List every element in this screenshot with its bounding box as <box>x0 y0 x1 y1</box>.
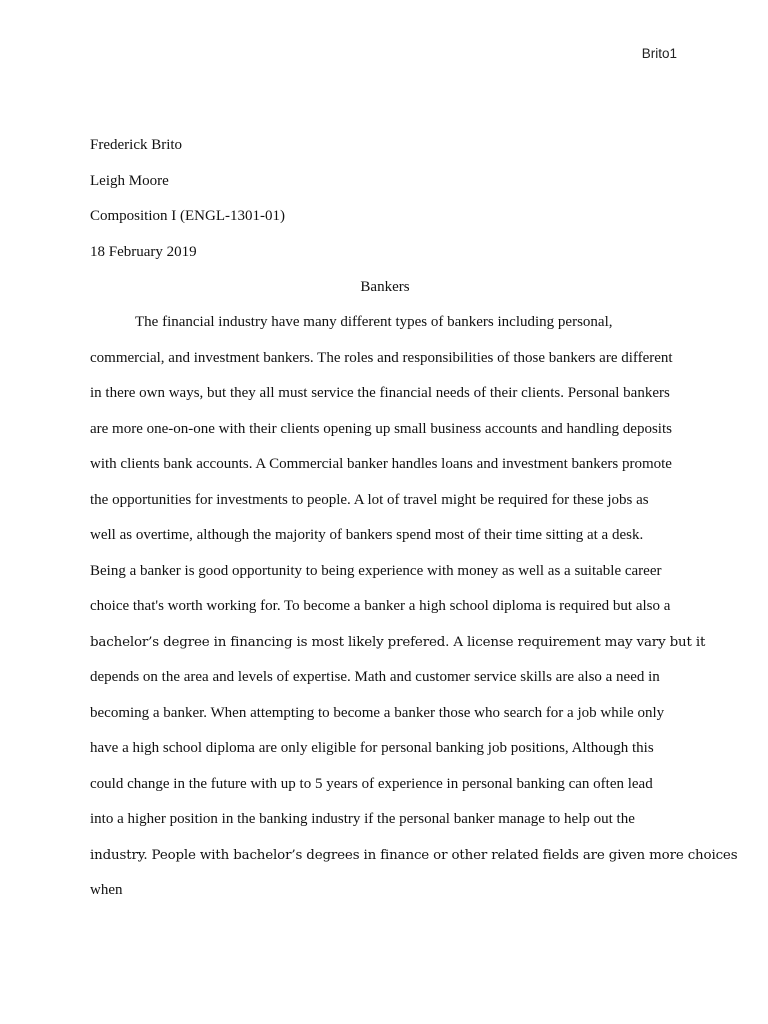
body-line: with clients bank accounts. A Commercial banker handles loans and investment bankers promote <box>90 456 672 472</box>
essay-title: Bankers <box>360 279 410 295</box>
body-line: choice that's worth working for. To become a banker a high school diploma is required but also a <box>90 598 671 614</box>
body-line: in there own ways, but they all must service the financial needs of their clients. Personal bankers <box>90 385 670 401</box>
instructor-name: Leigh Moore <box>90 172 169 189</box>
body-line: The financial industry have many different types of bankers including personal, <box>135 314 613 330</box>
essay-heading <box>90 128 680 306</box>
course-name: Composition I (ENGL-1301-01) <box>90 208 285 224</box>
body-line: depends on the area and levels of expertise. Math and customer service skills are also a need in <box>90 669 660 685</box>
running-header-page-number: Brito1 <box>641 46 677 61</box>
body-line: industry. People with bachelor’s degrees in finance or other related fields are given more choices <box>90 847 738 863</box>
body-line: the opportunities for investments to people. A lot of travel might be required for these jobs as <box>90 491 649 508</box>
body-line: into a higher position in the banking industry if the personal banker manage to help out the <box>90 811 635 827</box>
body-line: when <box>90 882 123 898</box>
body-line: could change in the future with up to 5 years of experience in personal banking can often lead <box>90 775 653 792</box>
essay-body <box>90 305 738 909</box>
body-line: well as overtime, although the majority of bankers spend most of their time sitting at a desk. <box>90 527 644 543</box>
essay-date: 18 February 2019 <box>90 243 197 260</box>
author-name: Frederick Brito <box>90 137 183 153</box>
body-line: bachelor’s degree in financing is most likely prefered. A license requirement may vary but it <box>90 634 706 650</box>
body-line: are more one-on-one with their clients opening up small business accounts and handling deposits <box>90 420 672 437</box>
body-line: becoming a banker. When attempting to become a banker those who search for a job while only <box>90 704 665 721</box>
body-line: commercial, and investment bankers. The roles and responsibilities of those bankers are different <box>90 349 673 366</box>
body-line: have a high school diploma are only eligible for personal banking job positions, Although this <box>90 740 654 756</box>
body-line: Being a banker is good opportunity to being experience with money as well as a suitable career <box>90 562 662 579</box>
